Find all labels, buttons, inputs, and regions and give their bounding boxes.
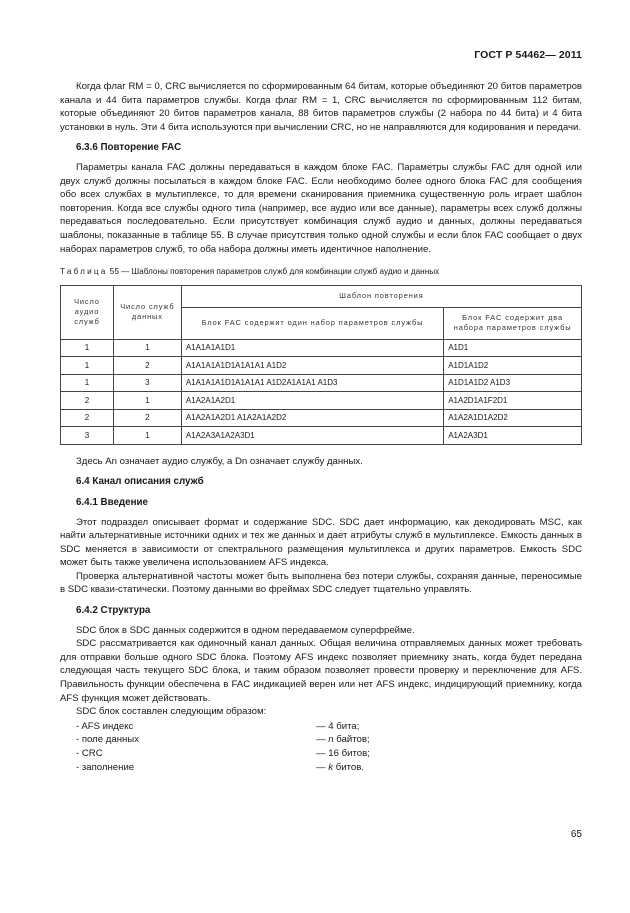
cell-two-sets: A1D1A1D2 — [444, 357, 582, 375]
cell-audio: 2 — [61, 392, 114, 410]
list-item-size: — 16 битов; — [316, 748, 370, 759]
cell-audio: 1 — [61, 374, 114, 392]
section-6-4-1-title: 6.4.1 Введение — [76, 496, 148, 508]
paragraph-sdc-intro: Этот подраздел описывает формат и содержание SDC. SDC дает информацию, как декодировать MSC, как найти альтернативные источники одних и тех же данных и дает атрибуты служб в мультиплексе. Емкость данных в SDC меняется в зависимости от спектрального размещения мультиплекса и других параметров. Емкость SDC может быть также увеличена использованием AFS индекса. — [60, 516, 582, 569]
list-item — [76, 747, 582, 761]
cell-two-sets: A1A2A3D1 — [444, 427, 582, 445]
cell-audio: 1 — [61, 339, 114, 357]
table-caption-text: 55 — Шаблоны повторения параметров служб для комбинации служб аудио и данных — [109, 267, 440, 277]
table-row — [61, 427, 582, 445]
table-row — [61, 392, 582, 410]
cell-one-set: A1A1A1A1D1A1A1A1 A1D2 — [181, 357, 443, 375]
header-data-count: Число служб данных — [113, 285, 181, 339]
list-item — [76, 733, 582, 747]
paragraph-sdc-block: SDC блок в SDC данных содержится в одном передаваемом суперфрейме. — [76, 624, 415, 636]
list-item — [76, 761, 582, 775]
header-audio-count: Число аудио служб — [61, 285, 114, 339]
section-6-3-6-title: 6.3.6 Повторение FAC — [76, 142, 182, 154]
cell-one-set: A1A2A1A2D1 A1A2A1A2D2 — [181, 409, 443, 427]
table-row — [61, 374, 582, 392]
header-one-set: Блок FAC содержит один набор параметров службы — [181, 307, 443, 339]
cell-data: 1 — [113, 392, 181, 410]
list-item-size: — k битов. — [316, 761, 364, 773]
list-item-name: - поле данных — [76, 734, 140, 746]
paragraph-sdc-composition: SDC блок составлен следующим образом: — [76, 706, 267, 718]
cell-data: 3 — [113, 374, 181, 392]
header-pattern: Шаблон повторения — [181, 285, 581, 307]
page-number: 65 — [570, 829, 582, 840]
cell-audio: 2 — [61, 409, 114, 427]
cell-two-sets: A1A2A1D1A2D2 — [444, 409, 582, 427]
list-item-name: - CRC — [76, 748, 103, 759]
cell-two-sets: A1A2D1A1F2D1 — [444, 392, 582, 410]
list-item-name: - заполнение — [76, 761, 135, 773]
cell-two-sets: A1D1 — [444, 339, 582, 357]
cell-one-set: A1A2A1A2D1 — [181, 392, 443, 410]
paragraph-afs-check: Проверка альтернативной частоты может быть выполнена без потери службы, сохраняя данные, переносимые в SDC квази-статически. Поэтому данными во фреймах SDC следует тщательно управлять. — [60, 570, 582, 596]
table-row — [61, 409, 582, 427]
repetition-pattern-table — [60, 285, 582, 445]
paragraph-sdc-channel: SDC рассматривается как одиночный канал данных. Общая величина отправляемых данных может требовать для отправки больше одного SDC блока. Поэтому AFS индекс позволяет приемнику знать, когда будет передана следующая часть текущего SDC блока, и таким образом позволяет провести проверку и переключение для AFS. Правильность функции обеспечена в FAC индикацией верен или нет AFS индекс, индицирующий приемнику, когда AFS функция может действовать. — [60, 638, 582, 704]
list-item-size: — n байтов; — [316, 734, 370, 746]
paragraph-fac-repetition: Параметры канала FAC должны передаваться в каждом блоке FAC. Параметры службы FAC для одной или двух служб должны посылаться в каждом блоке FAC. Если необходимо более одного блока FAC для сообщения обо всех службах в мультиплексе, то для времени сканирования приемника существенную роль играет шаблон повторения. Когда все службы одного типа (например, все аудио или все данные), параметры всех служб должны передаваться последовательно. Если присутствует комбинация служб аудио и данных, должны передаваться шаблоны, показанные в таблице 55. В случае присутствия только одной службы и если блок FAC сообщает о двух наборах параметров служб, то оба набора должны иметь идентичное наполнение. — [60, 161, 582, 255]
table-caption — [60, 265, 582, 279]
composition-list — [60, 720, 582, 774]
table-row — [61, 339, 582, 357]
section-6-4-2-title: 6.4.2 Структура — [76, 605, 151, 617]
standard-header: ГОСТ Р 54462— 2011 — [474, 49, 582, 61]
cell-one-set: A1A2A3A1A2A3D1 — [181, 427, 443, 445]
cell-data: 2 — [113, 409, 181, 427]
cell-audio: 1 — [61, 357, 114, 375]
list-item — [76, 720, 582, 734]
list-item-name: - AFS индекс — [76, 720, 134, 732]
cell-one-set: A1A1A1A1D1 — [181, 339, 443, 357]
table-row — [61, 357, 582, 375]
paragraph-crc: Когда флаг RM = 0, CRC вычисляется по сформированным 64 битам, которые объединяют 20 битов параметров канала и 44 бита параметров службы. Когда флаг RM = 1, CRC вычисляется по сформированным 112 битам, которые объединяют 20 битов параметров канала, 88 битов параметров службы (2 набора по 44 бита) и 4 бита установки в нуль. Эти 4 бита используются при вычислении CRC, но не направляются для кодирования и передачи. — [60, 81, 582, 133]
header-two-sets: Блок FAC содержит два набора параметров службы — [444, 307, 582, 339]
cell-data: 1 — [113, 427, 181, 445]
cell-audio: 3 — [61, 427, 114, 445]
list-item-size: — 4 бита; — [316, 720, 360, 732]
page-content — [60, 80, 582, 774]
section-6-4-title: 6.4 Канал описания служб — [76, 476, 204, 488]
cell-two-sets: A1D1A1D2 A1D3 — [444, 374, 582, 392]
cell-data: 1 — [113, 339, 181, 357]
cell-one-set: A1A1A1A1D1A1A1A1 A1D2A1A1A1 A1D3 — [181, 374, 443, 392]
table-caption-word: Таблица — [60, 267, 108, 277]
note-legend: Здесь An означает аудио службу, а Dn означает службу данных. — [76, 455, 363, 467]
cell-data: 2 — [113, 357, 181, 375]
